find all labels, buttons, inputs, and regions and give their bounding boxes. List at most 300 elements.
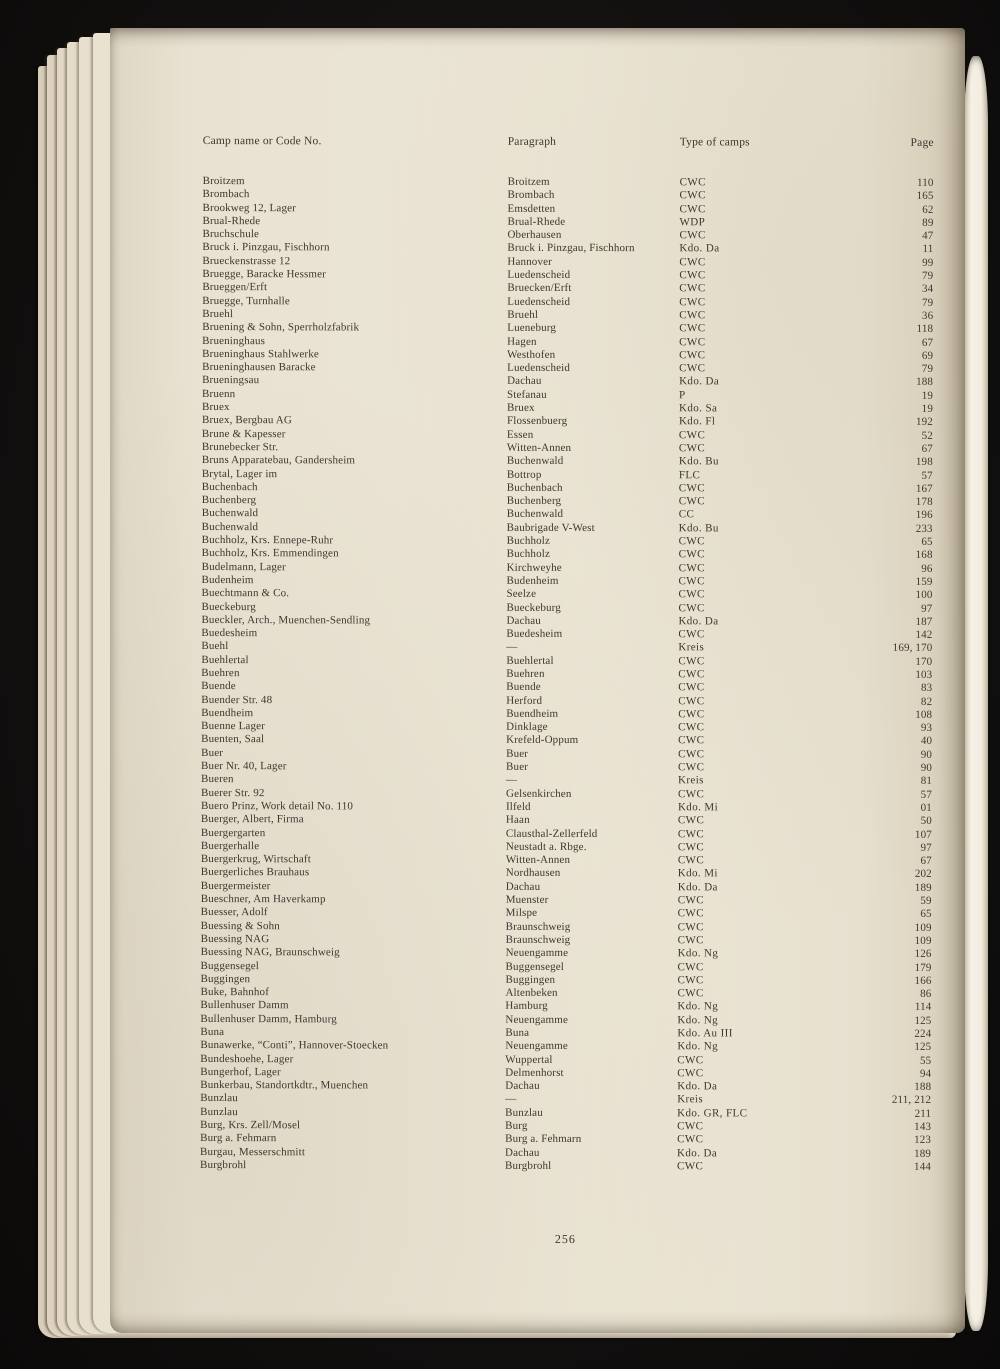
- paragraph-cell: Emsdetten: [507, 202, 556, 215]
- camp-name-cell: Bruck i. Pinzgau, Fischhorn: [202, 241, 330, 254]
- table-row: [200, 1159, 931, 1174]
- facing-page-edge: [964, 56, 988, 1331]
- paragraph-cell: Wuppertal: [505, 1053, 553, 1066]
- camp-type-cell: CWC: [679, 295, 706, 308]
- page-number-cell: 52: [921, 429, 933, 442]
- camp-name-cell: Buenne Lager: [201, 720, 266, 733]
- page-number-cell: 125: [914, 1014, 932, 1027]
- camp-name-cell: Buehlertal: [201, 653, 249, 666]
- paragraph-cell: Milspe: [505, 907, 538, 920]
- page-number-cell: 107: [914, 828, 932, 841]
- page-number-cell: 188: [916, 376, 934, 389]
- page-number-cell: 96: [921, 562, 933, 575]
- camp-name-cell: Buna: [200, 1025, 225, 1039]
- camp-type-cell: CWC: [679, 309, 706, 322]
- page-number-cell: 34: [921, 283, 934, 296]
- paragraph-cell: Buehlertal: [506, 654, 554, 667]
- book-page: [110, 28, 965, 1333]
- paragraph-cell: Bruex: [506, 401, 535, 414]
- page-number-cell: 114: [914, 1001, 932, 1014]
- paragraph-cell: Buchenwald: [506, 508, 564, 521]
- camp-name-cell: Buergergarten: [200, 826, 266, 839]
- page-number-cell: 01: [920, 801, 932, 814]
- camp-name-cell: Buergermeister: [200, 879, 271, 892]
- camp-name-cell: Bruegge, Turnhalle: [202, 294, 290, 307]
- camp-type-cell: CWC: [679, 269, 706, 282]
- paragraph-cell: Neustadt a. Rbge.: [505, 840, 587, 853]
- paragraph-cell: Buehren: [506, 667, 545, 680]
- paragraph-cell: Muenster: [505, 893, 549, 906]
- camp-type-cell: P: [679, 388, 686, 402]
- page-number-cell: 86: [920, 987, 932, 1001]
- page-number-cell: 97: [921, 602, 933, 615]
- paragraph-cell: Bueckeburg: [506, 601, 561, 614]
- paragraph-cell: Flossenbuerg: [506, 415, 568, 428]
- camp-type-cell: CWC: [679, 202, 706, 215]
- camp-name-cell: Buesser, Adolf: [200, 906, 268, 919]
- camp-name-cell: Bruns Apparatebau, Gandersheim: [201, 454, 356, 467]
- page-number-cell: 55: [919, 1054, 932, 1067]
- camp-name-cell: Broitzem: [202, 174, 245, 188]
- page-number-cell: 189: [914, 1147, 932, 1160]
- page-number-cell: 47: [922, 230, 934, 243]
- camp-type-cell: CWC: [677, 1133, 704, 1146]
- page-number-cell: 170: [915, 655, 933, 668]
- paragraph-cell: Dachau: [505, 1146, 540, 1159]
- camp-type-cell: Kdo. Mi: [677, 801, 719, 814]
- page-number-cell: 69: [921, 349, 934, 362]
- paragraph-cell: Buedesheim: [506, 627, 563, 641]
- camp-type-cell: Kdo. Au III: [677, 1027, 733, 1040]
- page-number-cell: 109: [914, 921, 932, 934]
- camp-type-cell: CWC: [678, 721, 705, 734]
- paragraph-cell: Buchholz: [506, 534, 551, 547]
- camp-type-cell: CWC: [677, 920, 704, 933]
- camp-name-cell: Buessing NAG: [200, 932, 270, 946]
- camp-type-cell: CWC: [678, 708, 705, 721]
- camp-type-cell: CWC: [678, 734, 705, 747]
- camp-type-cell: CWC: [678, 601, 705, 614]
- camp-name-cell: Buggingen: [200, 972, 251, 985]
- table-header-row: [203, 135, 934, 149]
- page-number-cell: 189: [914, 881, 932, 894]
- camp-type-cell: CWC: [677, 1067, 704, 1080]
- paragraph-cell: Buchenberg: [506, 494, 562, 508]
- camp-name-cell: Burgbrohl: [200, 1158, 247, 1172]
- paragraph-cell: Buendheim: [506, 707, 559, 720]
- camp-type-cell: CWC: [678, 694, 705, 707]
- camp-name-cell: Brookweg 12, Lager: [202, 201, 296, 214]
- camp-type-cell: Kdo. Da: [677, 880, 718, 894]
- camp-name-cell: Buergerhalle: [200, 839, 260, 852]
- paragraph-cell: Essen: [506, 428, 534, 441]
- paragraph-cell: Dachau: [505, 880, 541, 893]
- camp-name-cell: Burg, Krs. Zell/Mosel: [200, 1119, 301, 1132]
- page-number-cell: 123: [914, 1134, 932, 1147]
- camp-type-cell: CWC: [677, 1160, 704, 1173]
- camp-name-cell: Bruehl: [202, 307, 234, 321]
- camp-type-cell: CWC: [678, 748, 705, 761]
- page-number-cell: 179: [914, 961, 932, 974]
- camp-name-cell: Buechtmann & Co.: [201, 587, 290, 600]
- camp-type-cell: Kreis: [678, 774, 704, 787]
- page-number-cell: 79: [922, 269, 934, 282]
- page-number-cell: 159: [915, 575, 933, 588]
- camp-type-cell: CWC: [678, 761, 705, 774]
- paragraph-cell: Dachau: [507, 375, 542, 388]
- camp-type-cell: CC: [678, 508, 695, 521]
- camp-type-cell: Kreis: [678, 641, 705, 654]
- camp-type-cell: CWC: [679, 256, 706, 269]
- paragraph-cell: Baubrigade V-West: [506, 521, 595, 534]
- camp-type-cell: CWC: [677, 1053, 704, 1066]
- paragraph-cell: Neuengamme: [505, 1013, 569, 1026]
- page-number-cell: 79: [921, 363, 934, 376]
- page-number-cell: 166: [914, 974, 932, 987]
- camp-name-cell: Bundeshoehe, Lager: [200, 1052, 294, 1065]
- page-number-cell: 167: [915, 482, 933, 495]
- camp-type-cell: Kreis: [677, 1093, 704, 1106]
- camp-name-cell: Buehren: [201, 666, 240, 680]
- camp-type-cell: CWC: [678, 654, 705, 668]
- camp-name-cell: Buessing & Sohn: [200, 919, 280, 932]
- header-camp-name: Camp name or Code No.: [202, 134, 322, 148]
- page-number-cell: 83: [920, 682, 933, 695]
- camp-type-cell: CWC: [678, 628, 705, 641]
- camp-name-cell: Budenheim: [201, 573, 254, 587]
- camp-type-cell: CWC: [677, 1120, 704, 1133]
- paragraph-cell: Buer: [506, 747, 529, 760]
- page-number-cell: 109: [914, 934, 932, 947]
- paragraph-cell: Seelze: [506, 587, 537, 601]
- camp-name-cell: Bunawerke, “Conti”, Hannover-Stoecken: [200, 1039, 389, 1052]
- camp-type-cell: CWC: [679, 282, 706, 295]
- paragraph-cell: Burg a. Fehmarn: [505, 1133, 582, 1146]
- page-number-cell: 90: [920, 761, 933, 774]
- paragraph-cell: Buna: [505, 1026, 530, 1039]
- page-number-cell: 169, 170: [892, 642, 933, 655]
- paragraph-cell: —: [505, 1093, 517, 1106]
- camp-name-cell: Bueckeburg: [201, 600, 256, 613]
- camp-type-cell: CWC: [677, 894, 704, 907]
- page-number-cell: 187: [915, 615, 933, 628]
- camp-type-cell: CWC: [679, 229, 706, 242]
- page-number-cell: 59: [920, 894, 932, 907]
- camp-type-cell: CWC: [679, 335, 706, 348]
- camp-type-cell: CWC: [677, 827, 705, 840]
- camp-name-cell: Buenten, Saal: [201, 733, 265, 746]
- paragraph-cell: Dinklage: [506, 720, 548, 734]
- page-number-cell: 202: [914, 868, 932, 881]
- camp-name-cell: Buke, Bahnhof: [200, 986, 270, 999]
- camp-name-cell: Buessing NAG, Braunschweig: [200, 946, 340, 959]
- camp-name-cell: Buchenwald: [201, 507, 259, 520]
- paragraph-cell: Bruecken/Erft: [507, 282, 572, 295]
- paragraph-cell: Braunschweig: [505, 933, 571, 946]
- paragraph-cell: Hannover: [507, 255, 552, 268]
- camp-name-cell: Buendheim: [201, 706, 254, 720]
- page-number-cell: 192: [916, 416, 933, 429]
- camp-name-cell: Buggensegel: [200, 959, 260, 972]
- page-number-cell: 211: [914, 1107, 932, 1120]
- paragraph-cell: Witten-Annen: [505, 853, 571, 867]
- paragraph-cell: Buggensegel: [505, 960, 565, 973]
- paragraph-cell: Buggingen: [505, 973, 556, 986]
- camp-name-cell: Bunkerbau, Standortkdtr., Muenchen: [200, 1079, 369, 1092]
- page-number-cell: 65: [921, 535, 933, 548]
- page-number-cell: 90: [920, 748, 933, 761]
- page-content: [200, 28, 934, 1335]
- page-number-cell: 97: [920, 841, 932, 854]
- camp-name-cell: Bueschner, Am Haverkamp: [200, 893, 326, 906]
- paragraph-cell: Haan: [505, 814, 530, 827]
- paragraph-cell: Hagen: [507, 335, 537, 348]
- camp-name-cell: Bruenn: [202, 387, 236, 400]
- page-number-cell: 178: [915, 495, 933, 509]
- camp-name-cell: Brunebecker Str.: [201, 440, 279, 454]
- paragraph-cell: Braunschweig: [505, 920, 571, 933]
- camp-type-cell: Kdo. Da: [677, 1146, 718, 1160]
- paragraph-cell: Buchenwald: [506, 455, 564, 468]
- page-number-cell: 57: [921, 469, 933, 482]
- page-number-cell: 126: [914, 948, 932, 961]
- paragraph-cell: Hamburg: [505, 1000, 548, 1013]
- camp-type-cell: Kdo. Sa: [678, 402, 718, 415]
- camp-type-cell: CWC: [678, 535, 705, 548]
- paragraph-cell: Dachau: [505, 1079, 540, 1093]
- camp-name-cell: Bueren: [201, 773, 234, 786]
- page-number-cell: 142: [915, 628, 933, 642]
- camp-name-cell: Bungerhof, Lager: [200, 1065, 281, 1079]
- camp-type-cell: CWC: [678, 681, 705, 694]
- paragraph-cell: Luedenscheid: [507, 295, 571, 308]
- paragraph-cell: Dachau: [506, 614, 541, 627]
- page-number-cell: 165: [916, 190, 934, 203]
- camp-type-cell: CWC: [678, 495, 706, 508]
- paragraph-cell: Neuengamme: [505, 1040, 568, 1053]
- paragraph-cell: Nordhausen: [505, 867, 561, 880]
- camp-type-cell: Kdo. Ng: [677, 947, 719, 960]
- page-number-cell: 224: [914, 1027, 932, 1040]
- page-number-cell: 11: [922, 243, 934, 256]
- page-number-cell: 211, 212: [891, 1094, 932, 1107]
- camp-name-cell: Buedesheim: [201, 627, 258, 640]
- camp-name-cell: Bullenhuser Damm: [200, 999, 289, 1012]
- camp-name-cell: Buerger, Albert, Firma: [200, 813, 304, 826]
- camp-name-cell: Bullenhuser Damm, Hamburg: [200, 1012, 337, 1026]
- camp-name-cell: Buero Prinz, Work detail No. 110: [200, 799, 354, 813]
- camp-type-cell: CWC: [679, 176, 706, 189]
- camp-type-cell: CWC: [677, 854, 705, 867]
- paragraph-cell: Gelsenkirchen: [505, 787, 572, 800]
- camp-type-cell: CWC: [678, 588, 705, 601]
- camp-type-cell: CWC: [679, 349, 706, 362]
- page-number-cell: 62: [922, 203, 934, 216]
- paragraph-cell: Bunzlau: [505, 1106, 543, 1119]
- camp-name-cell: Buchholz, Krs. Emmendingen: [201, 547, 339, 560]
- page-number-cell: 79: [921, 296, 934, 309]
- page-number-cell: 65: [920, 908, 932, 921]
- paragraph-cell: Bruck i. Pinzgau, Fischhorn: [507, 242, 635, 255]
- page-number-cell: 40: [920, 735, 933, 748]
- camp-type-cell: Kdo. Da: [677, 1080, 718, 1093]
- page-number-cell: 198: [915, 456, 933, 469]
- camp-name-cell: Buerer Str. 92: [200, 786, 265, 799]
- camp-type-cell: CWC: [677, 814, 705, 827]
- paragraph-cell: Witten-Annen: [506, 441, 572, 454]
- camp-type-cell: Kdo. Bu: [678, 455, 719, 468]
- camp-type-cell: CWC: [678, 668, 705, 681]
- camp-type-cell: CWC: [678, 442, 706, 455]
- camp-type-cell: CWC: [678, 561, 705, 574]
- camp-type-cell: CWC: [679, 362, 706, 375]
- paragraph-cell: Luedenscheid: [507, 268, 571, 282]
- camp-name-cell: Brune & Kapesser: [201, 427, 286, 440]
- camp-name-cell: Buchholz, Krs. Ennepe-Ruhr: [201, 534, 334, 547]
- camp-name-cell: Buchenberg: [201, 494, 257, 507]
- page-number-cell: 93: [920, 722, 933, 735]
- paragraph-cell: Lueneburg: [507, 322, 557, 335]
- camp-type-cell: CWC: [678, 428, 706, 441]
- camp-type-cell: CWC: [677, 987, 704, 1000]
- page-number-cell: 118: [916, 323, 934, 336]
- camp-name-cell: Brueninghausen Baracke: [202, 361, 316, 374]
- camp-type-cell: CWC: [677, 787, 705, 800]
- paragraph-cell: Buende: [506, 681, 541, 694]
- page-number-cell: 196: [915, 509, 933, 522]
- camp-type-cell: CWC: [677, 934, 704, 947]
- paragraph-cell: Bottrop: [506, 468, 542, 481]
- page-number-cell: 110: [917, 176, 934, 189]
- camp-type-cell: Kdo. Fl: [678, 415, 716, 428]
- camp-name-cell: Brytal, Lager im: [201, 467, 278, 480]
- paragraph-cell: Buchenbach: [506, 481, 563, 494]
- paragraph-cell: Krefeld-Oppum: [506, 734, 579, 747]
- camp-name-cell: Brueningsau: [202, 374, 260, 387]
- page-number-cell: 125: [914, 1041, 932, 1054]
- page-number-cell: 99: [922, 256, 934, 269]
- page-number-cell: 168: [915, 549, 933, 562]
- camp-name-cell: Bruchschule: [202, 228, 260, 241]
- header-page: Page: [910, 136, 934, 149]
- page-number-cell: 36: [921, 309, 934, 322]
- page-number-cell: 143: [914, 1120, 932, 1133]
- page-number-cell: 67: [921, 336, 934, 349]
- camp-name-cell: Buergerliches Brauhaus: [200, 866, 310, 879]
- camp-type-cell: Kdo. Ng: [677, 1013, 719, 1027]
- page-number-cell: 108: [915, 708, 933, 721]
- paragraph-cell: Burg: [505, 1119, 528, 1132]
- camp-name-cell: Bunzlau: [200, 1092, 238, 1105]
- paragraph-cell: Luedenscheid: [507, 361, 571, 375]
- camp-name-cell: Buchenwald: [201, 520, 259, 533]
- paragraph-cell: Clausthal-Zellerfeld: [505, 827, 598, 840]
- page-number-cell: 144: [914, 1160, 932, 1173]
- camp-type-cell: Kdo. Da: [678, 615, 719, 628]
- paragraph-cell: —: [506, 774, 518, 787]
- camp-name-cell: Brombach: [202, 188, 250, 201]
- camp-name-cell: Bruegge, Baracke Hessmer: [202, 268, 327, 281]
- page-number-cell: 19: [921, 389, 934, 402]
- paragraph-cell: Bruehl: [507, 308, 539, 321]
- page-number-cell: 81: [920, 775, 933, 788]
- page-number-cell: 89: [922, 216, 934, 229]
- paragraph-cell: Budenheim: [506, 574, 559, 587]
- page-number-cell: 188: [914, 1081, 932, 1094]
- camp-type-cell: CWC: [678, 548, 705, 561]
- paragraph-cell: —: [506, 641, 518, 654]
- page-number-cell: 67: [920, 855, 932, 868]
- paragraph-cell: Broitzem: [507, 175, 550, 188]
- paragraph-cell: Stefanau: [507, 388, 547, 401]
- page-number-cell: 19: [921, 402, 934, 415]
- camp-type-cell: CWC: [679, 189, 706, 202]
- camp-name-cell: Buehl: [201, 640, 229, 653]
- camp-name-cell: Bueckler, Arch., Muenchen-Sendling: [201, 613, 371, 627]
- page-number-cell: 67: [921, 442, 933, 455]
- camp-name-cell: Brueckenstrasse 12: [202, 254, 291, 268]
- camp-type-cell: CWC: [677, 907, 704, 920]
- camp-type-cell: CWC: [678, 482, 706, 495]
- camp-name-cell: Buergerkrug, Wirtschaft: [200, 853, 311, 866]
- camp-name-cell: Brueninghaus: [202, 334, 266, 347]
- camp-type-cell: CWC: [679, 322, 706, 335]
- paragraph-cell: Westhofen: [507, 348, 556, 361]
- camp-type-cell: CWC: [677, 841, 705, 854]
- camp-name-cell: Bruex: [201, 401, 230, 414]
- page-number-cell: 103: [915, 668, 933, 681]
- camp-name-cell: Buer: [201, 746, 224, 759]
- camp-name-cell: Brual-Rhede: [202, 214, 261, 228]
- camp-name-cell: Burgau, Messerschmitt: [200, 1145, 306, 1158]
- camp-type-cell: Kdo. GR, FLC: [677, 1107, 748, 1120]
- header-type-of-camps: Type of camps: [679, 136, 750, 149]
- book-page-number: 256: [554, 1231, 576, 1246]
- camp-name-cell: Brueggen/Erft: [202, 281, 268, 294]
- camp-name-cell: Bruex, Bergbau AG: [201, 414, 293, 427]
- page-number-cell: 94: [919, 1067, 932, 1080]
- header-paragraph: Paragraph: [507, 135, 557, 148]
- page-number-cell: 82: [920, 695, 933, 708]
- paragraph-cell: Delmenhorst: [505, 1066, 564, 1079]
- paragraph-cell: Ilfeld: [505, 800, 531, 813]
- page-number-cell: 100: [915, 589, 933, 602]
- camp-type-cell: Kdo. Ng: [677, 1040, 719, 1053]
- page-number-cell: 57: [920, 788, 933, 801]
- camp-type-cell: Kdo. Da: [679, 375, 720, 388]
- camp-type-cell: FLC: [678, 468, 701, 481]
- table-body: [200, 175, 934, 1174]
- camp-type-cell: CWC: [677, 974, 704, 987]
- paragraph-cell: Brual-Rhede: [507, 215, 566, 228]
- camp-name-cell: Buer Nr. 40, Lager: [201, 760, 287, 773]
- page-number-cell: 50: [920, 815, 932, 828]
- camp-type-cell: WDP: [679, 216, 706, 229]
- paragraph-cell: Neuengamme: [505, 947, 569, 960]
- paragraph-cell: Herford: [506, 694, 543, 707]
- camp-name-cell: Budelmann, Lager: [201, 560, 286, 573]
- paragraph-cell: Altenbeken: [505, 986, 558, 1000]
- paragraph-cell: Kirchweyhe: [506, 561, 562, 574]
- camp-name-cell: Bruening & Sohn, Sperrholzfabrik: [202, 321, 360, 334]
- camp-name-cell: Bunzlau: [200, 1105, 238, 1118]
- paragraph-cell: Oberhausen: [507, 228, 562, 242]
- paragraph-cell: Brombach: [507, 189, 555, 202]
- camp-name-cell: Brueninghaus Stahlwerke: [202, 347, 319, 361]
- camp-type-cell: Kdo. Ng: [677, 1000, 719, 1013]
- camp-type-cell: CWC: [677, 960, 704, 973]
- paragraph-cell: Buer: [506, 760, 529, 773]
